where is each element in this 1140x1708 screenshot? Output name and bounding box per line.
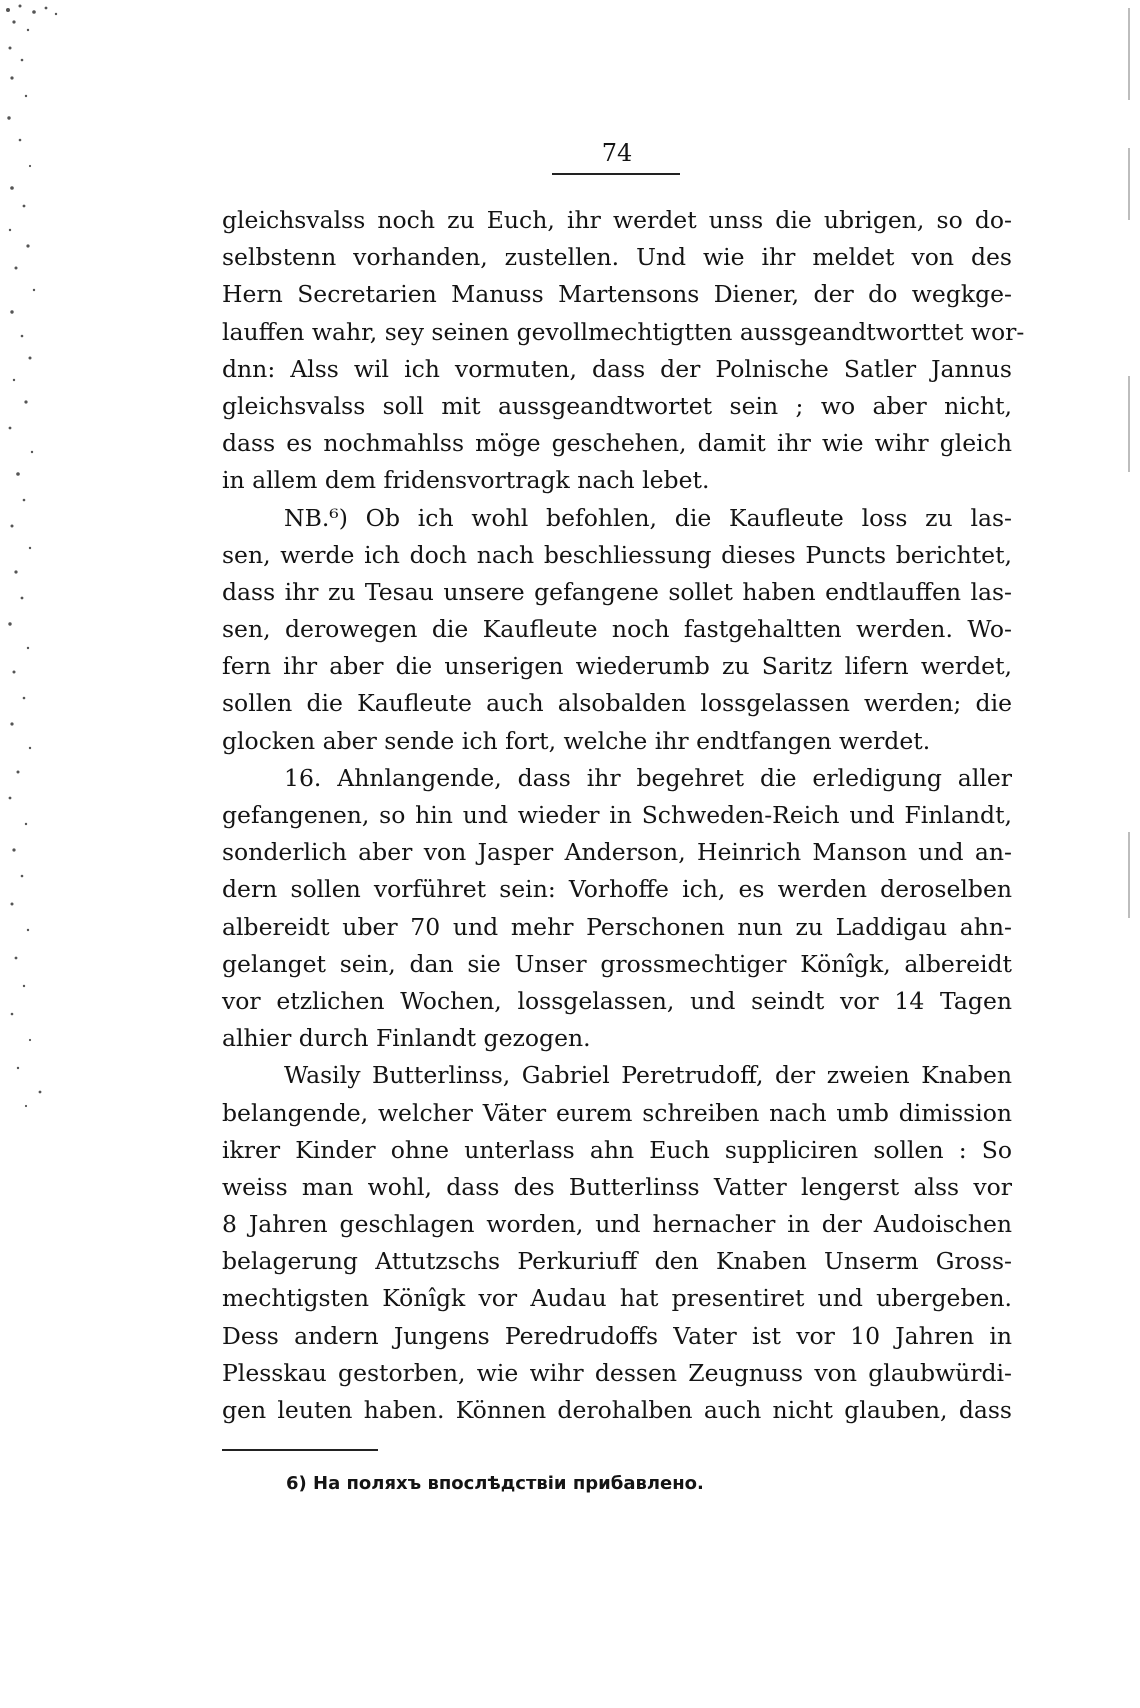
text-line: NB.⁶) Ob ich wohl befohlen, die Kaufleute loss zu las- [284,503,1012,532]
text-line: fern ihr aber die unserigen wiederumb zu Saritz lifern werdet, [222,652,1012,681]
scan-edge-line [1128,148,1130,220]
text-line: ikrer Kinder ohne unterlass ahn Euch suppliciren sollen : So [222,1135,1012,1164]
text-line: sollen die Kaufleute auch alsobalden lossgelassen werden; die [222,689,1012,718]
text-line: weiss man wohl, dass des Butterlinss Vatter lengerst alss vor [222,1172,1012,1201]
text-line: Plesskau gestorben, wie wihr dessen Zeugnuss von glaubwürdi- [222,1358,1012,1387]
text-line: gleichsvalss noch zu Euch, ihr werdet unss die ubrigen, so do- [222,206,1012,234]
text-line: mechtigsten Könîgk vor Audau hat presentiret und ubergeben. [222,1284,1012,1313]
text-line: in allem dem fridensvortragk nach lebet. [222,466,710,495]
text-line: belangende, welcher Väter eurem schreiben nach umb dimission [222,1098,1012,1127]
footnote-rule [222,1449,378,1451]
body-text [222,202,1025,1429]
text-line: gefangenen, so hin und wieder in Schweden-Reich und Finlandt, [222,801,1012,829]
page-number: 74 [601,139,633,167]
text-line: Hern Secretarien Manuss Martensons Diener, der do wegkge- [222,280,1012,309]
text-line: gleichsvalss soll mit aussgeandtwortet sein ; wo aber nicht, [222,391,1012,420]
text-line: dass es nochmahlss möge geschehen, damit ihr wie wihr gleich [222,429,1012,458]
scan-edge-noise [0,0,60,1120]
text-line: dern sollen vorführet sein: Vorhoffe ich, es werden deroselben [222,875,1012,904]
text-line: gen leuten haben. Können derohalben auch nicht glauben, dass [222,1396,1012,1424]
text-line: Wasily Butterlinss, Gabriel Peretrudoff, der zweien Knaben [284,1061,1012,1090]
text-line: gelanget sein, dan sie Unser grossmechtiger Könîgk, albereidt [222,949,1012,978]
text-line: dass ihr zu Tesau unsere gefangene sollet haben endtlauffen las- [222,577,1012,606]
footnote: 6) На поляхъ впослѣдствіи прибавлено. [286,1473,704,1494]
text-line: belagerung Attutzschs Perkuriuff den Knaben Unserm Gross- [222,1247,1012,1276]
text-line: 16. Ahnlangende, dass ihr begehret die erledigung aller [284,763,1012,792]
text-line: albereidt uber 70 und mehr Perschonen nun zu Laddigau ahn- [222,912,1012,941]
text-line: sen, derowegen die Kaufleute noch fastgehaltten werden. Wo- [222,615,1012,644]
text-line: sonderlich aber von Jasper Anderson, Heinrich Manson und an- [222,838,1012,867]
text-line: lauffen wahr, sey seinen gevollmechtigtten aussgeandtworttet wor- [222,317,1025,346]
text-line: glocken aber sende ich fort, welche ihr endtfangen werdet. [222,726,931,755]
scan-edge-line [1128,376,1130,472]
text-line: selbstenn vorhanden, zustellen. Und wie ihr meldet von des [222,243,1012,272]
text-line: alhier durch Finlandt gezogen. [222,1024,591,1053]
text-line: dnn: Alss wil ich vormuten, dass der Polnische Satler Jannus [222,354,1012,383]
scan-edge-line [1128,8,1130,100]
text-line: Dess andern Jungens Peredrudoffs Vater ist vor 10 Jahren in [222,1321,1012,1350]
scan-edge-line [1128,832,1130,918]
text-line: 8 Jahren geschlagen worden, und hernacher in der Audoischen [222,1210,1012,1239]
text-line: vor etzlichen Wochen, lossgelassen, und seindt vor 14 Tagen [222,986,1012,1015]
page-number-rule [552,173,680,175]
text-line: sen, werde ich doch nach beschliessung dieses Puncts berichtet, [222,540,1012,569]
